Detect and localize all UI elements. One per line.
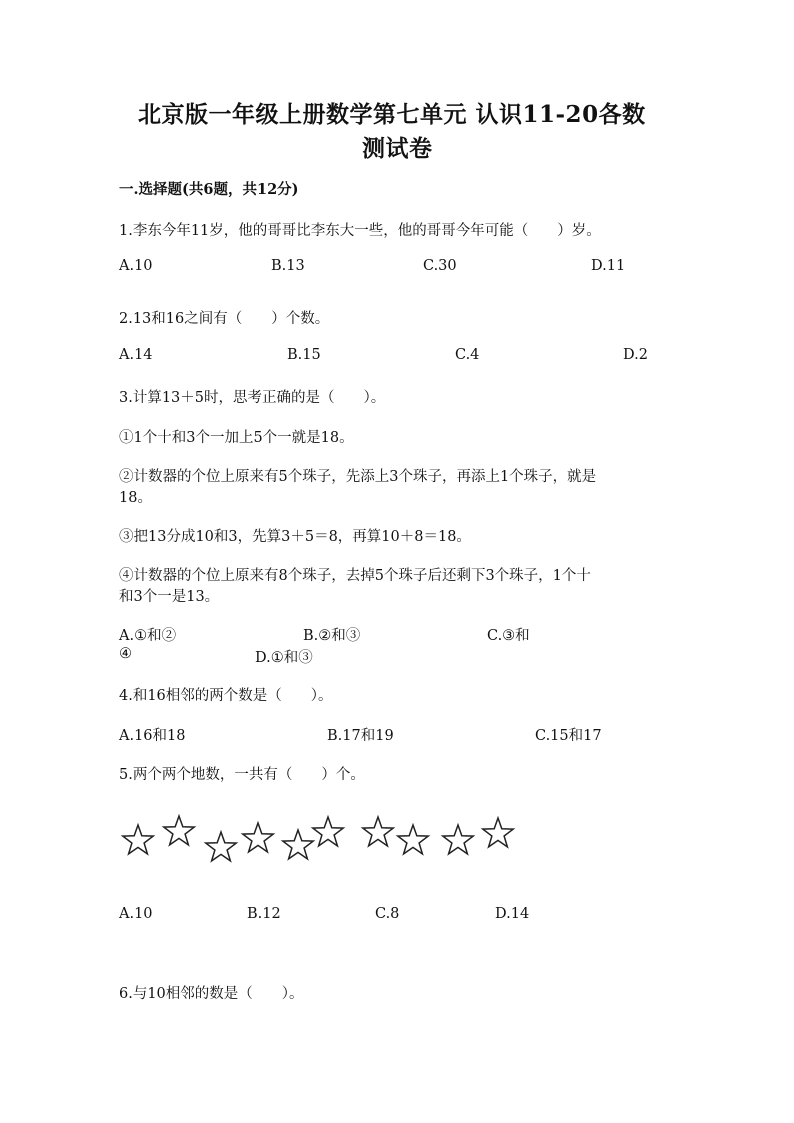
- question-1-option-a: A.10: [119, 258, 153, 274]
- question-5-option-b: B.12: [247, 906, 281, 922]
- question-5-option-a: A.10: [119, 906, 153, 922]
- question-5-option-c: C.8: [375, 906, 400, 922]
- question-2-option-a: A.14: [119, 347, 153, 363]
- star-icon: [313, 817, 343, 846]
- question-4-option-a: A.16和18: [119, 728, 186, 744]
- star-icon: [123, 825, 153, 854]
- question-5-option-d: D.14: [495, 906, 530, 922]
- question-3-statement-4-cont: 和3个一是13。: [119, 589, 220, 605]
- question-1-option-b: B.13: [271, 258, 305, 274]
- question-3-option-d: D.①和③: [255, 650, 313, 666]
- question-3-statement-1: ①1个十和3个一加上5个一就是18。: [119, 430, 354, 446]
- question-2-option-c: C.4: [455, 347, 480, 363]
- question-3-statement-2-cont: 18。: [119, 490, 152, 506]
- question-2-stem: 2.13和16之间有（ ）个数。: [119, 311, 330, 327]
- question-3-statement-4: ④计数器的个位上原来有8个珠子，去掉5个珠子后还剩下3个珠子，1个十: [119, 568, 591, 584]
- page-title-line2: 测试卷: [362, 135, 433, 162]
- question-6-stem: 6.与10相邻的数是（ ）。: [119, 986, 304, 1002]
- star-icon: [398, 825, 428, 854]
- question-3-statement-3: ③把13分成10和3，先算3＋5＝8，再算10＋8＝18。: [119, 529, 471, 545]
- question-2-option-b: B.15: [287, 347, 321, 363]
- question-2-option-d: D.2: [623, 347, 648, 363]
- question-3-stem: 3.计算13＋5时，思考正确的是（ ）。: [119, 390, 386, 406]
- star-icon: [363, 817, 393, 846]
- question-1-option-c: C.30: [423, 258, 457, 274]
- question-5-stem: 5.两个两个地数，一共有（ ）个。: [119, 767, 365, 783]
- section-heading: 一.选择题(共6题，共12分): [119, 181, 299, 198]
- question-1-stem: 1.李东今年11岁，他的哥哥比李东大一些，他的哥哥今年可能（ ）岁。: [119, 223, 601, 239]
- star-icon: [206, 832, 236, 861]
- question-4-option-c: C.15和17: [535, 728, 602, 744]
- question-3-option-a: A.①和②: [119, 628, 177, 644]
- star-icon: [164, 816, 194, 845]
- question-4-stem: 4.和16相邻的两个数是（ ）。: [119, 688, 333, 704]
- question-1-option-d: D.11: [591, 258, 626, 274]
- star-icon: [483, 818, 513, 847]
- page-title: 北京版一年级上册数学第七单元 认识11-20各数: [138, 101, 646, 128]
- question-3-option-b: B.②和③: [303, 628, 361, 644]
- question-4-option-b: B.17和19: [327, 728, 394, 744]
- question-3-option-c-cont: ④: [119, 646, 132, 662]
- star-icon: [243, 823, 273, 852]
- stars-figure: [110, 808, 530, 868]
- star-icon: [443, 825, 473, 854]
- question-3-statement-2: ②计数器的个位上原来有5个珠子，先添上3个珠子，再添上1个珠子，就是: [119, 469, 597, 485]
- question-3-option-c: C.③和: [487, 628, 530, 644]
- star-icon: [283, 830, 313, 859]
